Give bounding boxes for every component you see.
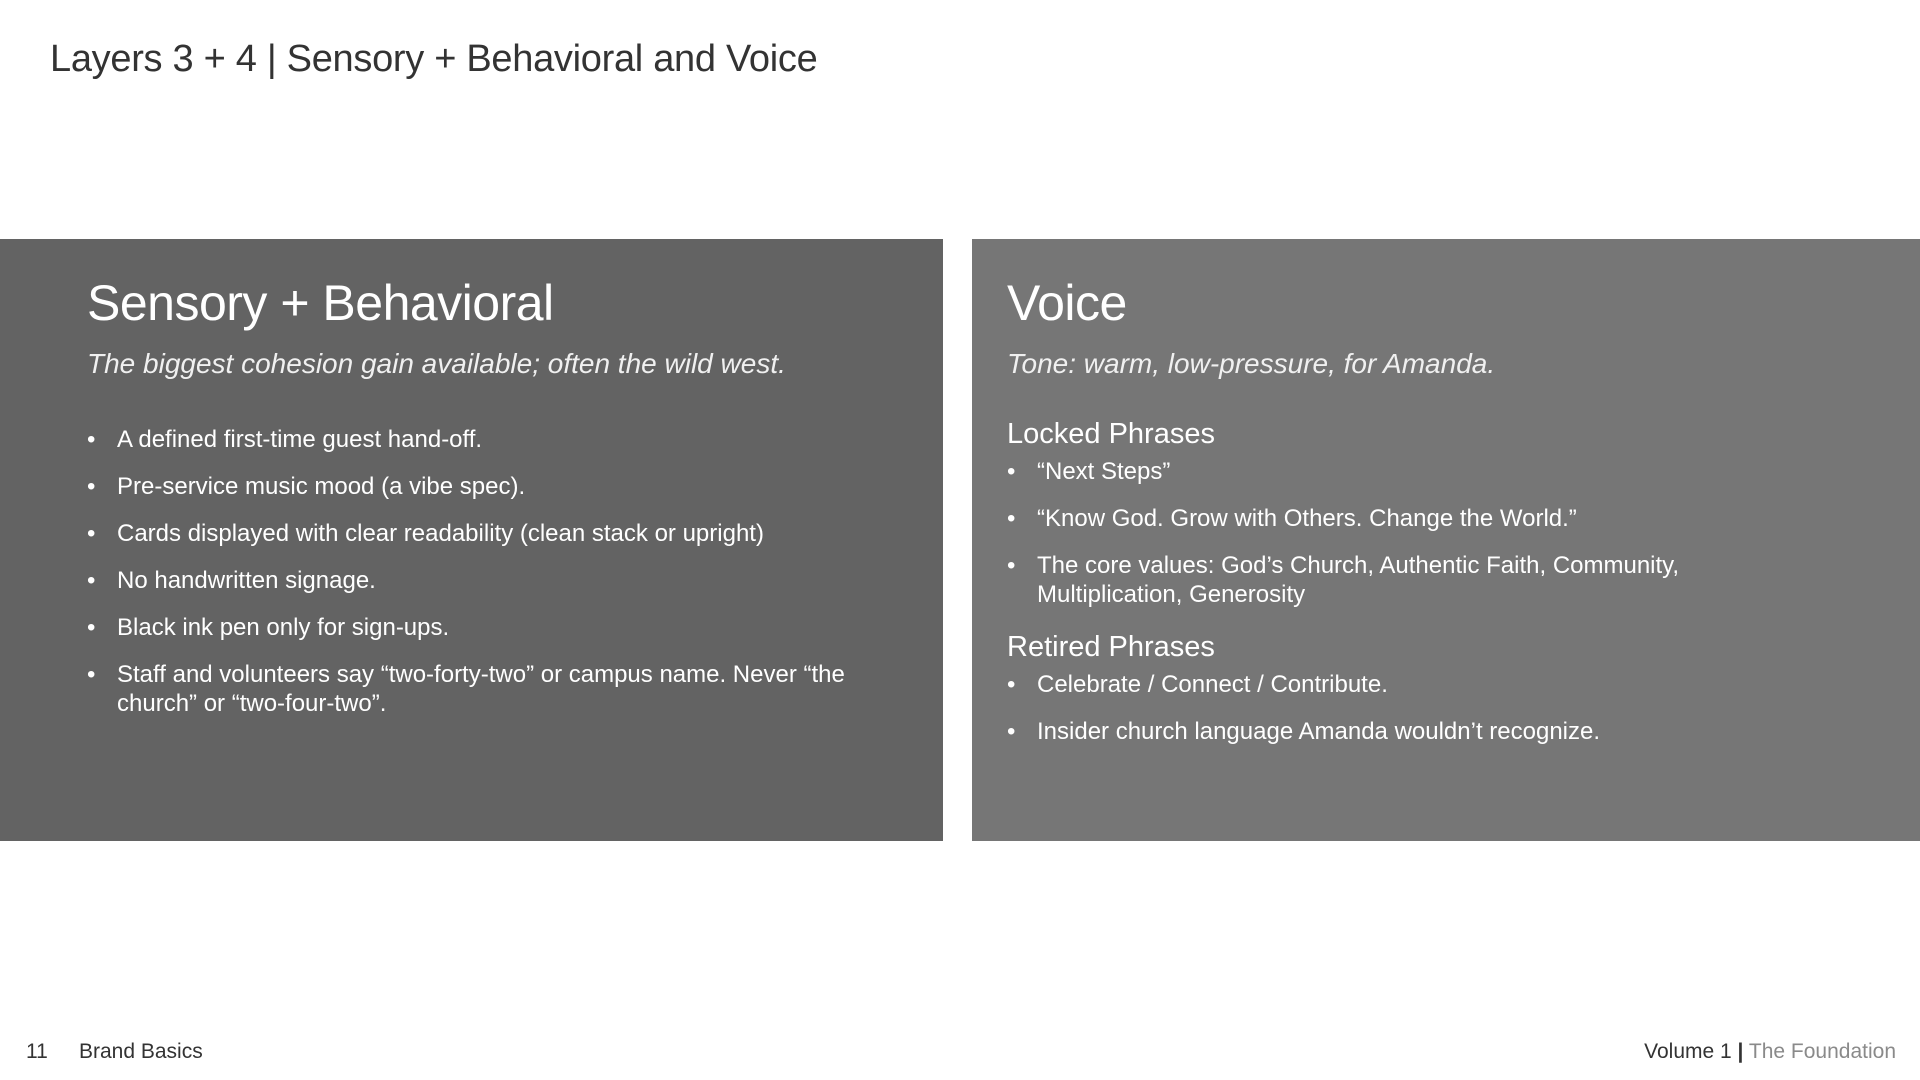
bullet-icon: • (1007, 505, 1016, 532)
retired-phrases-heading: Retired Phrases (1007, 631, 1215, 663)
footer-volume: Volume 1 (1644, 1040, 1732, 1063)
footer-volume-name: The Foundation (1748, 1040, 1896, 1063)
locked-phrases-heading: Locked Phrases (1007, 418, 1215, 450)
footer-section-name: Brand Basics (79, 1040, 203, 1063)
list-item: • Staff and volunteers say “two-forty-two” or campus name. Never “the church” or “two-four-two”. (87, 661, 845, 717)
bullet-icon: • (87, 520, 96, 547)
list-item: • The core values: God’s Church, Authentic Faith, Community, Multiplication, Generosity (1007, 552, 1680, 608)
retired-phrases-list (1007, 670, 1920, 746)
list-item: • Cards displayed with clear readability (clean stack or upright) (87, 520, 764, 547)
list-item: • Insider church language Amanda wouldn’t recognize. (1007, 718, 1601, 745)
sensory-behavioral-list (87, 425, 943, 718)
page-number: 11 (26, 1040, 48, 1063)
voice-panel (972, 239, 1920, 841)
list-item: • Black ink pen only for sign-ups. (87, 614, 450, 641)
footer-left (26, 1040, 203, 1064)
footer-right (1644, 1040, 1896, 1064)
bullet-icon: • (87, 614, 96, 641)
voice-heading: Voice (1007, 275, 1127, 331)
bullet-icon: • (87, 426, 96, 453)
bullet-icon: • (1007, 718, 1016, 745)
bullet-icon: • (87, 661, 96, 688)
list-item: • Celebrate / Connect / Contribute. (1007, 671, 1388, 698)
bullet-icon: • (87, 473, 96, 500)
sensory-behavioral-panel (0, 239, 943, 841)
list-item: • No handwritten signage. (87, 567, 376, 594)
locked-phrases-list (1007, 457, 1920, 609)
footer-separator: | (1737, 1040, 1744, 1063)
sensory-behavioral-heading: Sensory + Behavioral (87, 275, 554, 331)
list-item: • “Next Steps” (1007, 458, 1171, 485)
page-title: Layers 3 + 4 | Sensory + Behavioral and Voice (50, 38, 818, 80)
list-item: • Pre-service music mood (a vibe spec). (87, 473, 526, 500)
voice-subtitle: Tone: warm, low-pressure, for Amanda. (1007, 348, 1496, 379)
sensory-behavioral-subtitle: The biggest cohesion gain available; often the wild west. (87, 348, 786, 379)
list-item: • A defined first-time guest hand-off. (87, 426, 483, 453)
list-item: • “Know God. Grow with Others. Change the World.” (1007, 505, 1577, 532)
bullet-icon: • (1007, 458, 1016, 485)
bullet-icon: • (1007, 671, 1016, 698)
bullet-icon: • (87, 567, 96, 594)
bullet-icon: • (1007, 552, 1016, 579)
